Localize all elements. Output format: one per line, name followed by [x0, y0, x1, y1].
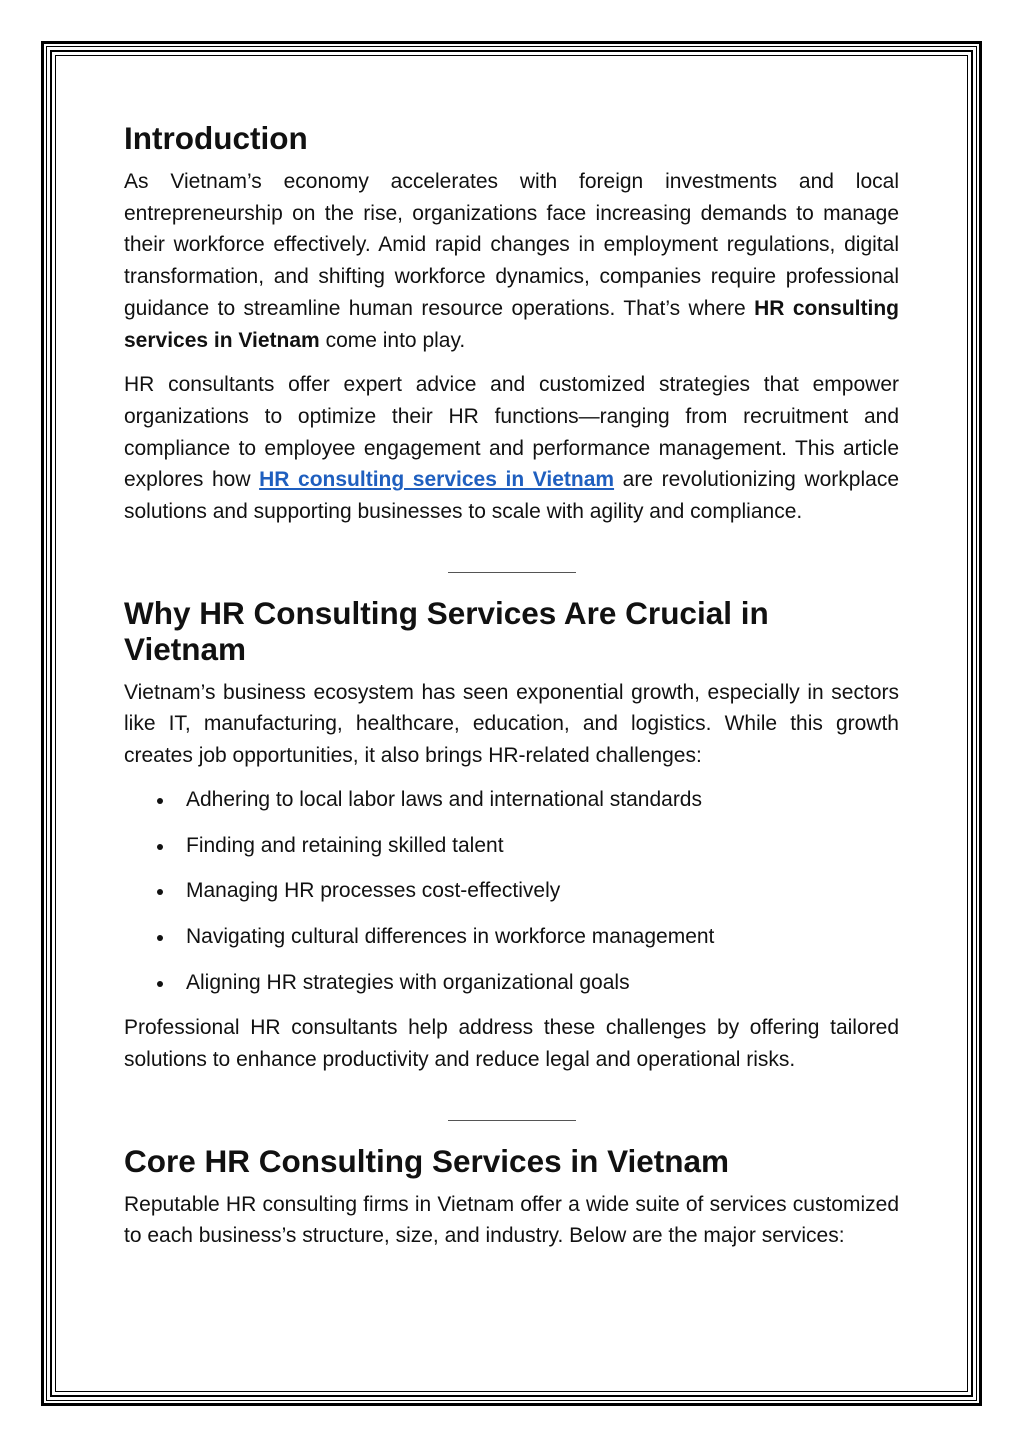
- why-paragraph-2: Professional HR consultants help address these challenges by offering tailored solutions to enhance productivity and reduce legal and operational risks.: [124, 1016, 899, 1072]
- section-divider: [448, 1120, 576, 1121]
- list-item: [124, 830, 899, 862]
- core-heading: Core HR Consulting Services in Vietnam: [124, 1142, 730, 1179]
- intro-p1-text: As Vietnam’s economy accelerates with foreign investments and local entrepreneurship on the rise, organizations face increasing demands to manage their workforce effectively. Amid rapid changes in employment regulations, digital transformation, and shifting workforce dynamics, companies require professional guidance to streamline human resource operations. That’s where: [124, 170, 899, 320]
- intro-p2-text-end: are revolutionizing workplace solutions and supporting businesses to scale with agility and compliance.: [124, 468, 899, 524]
- intro-p1-text-end: come into play.: [319, 328, 466, 352]
- core-paragraph-1: Reputable HR consulting firms in Vietnam offer a wide suite of services customized to each business’s structure, size, and industry. Below are the major services:: [124, 1192, 899, 1248]
- document-body: [124, 120, 899, 1252]
- list-item-text: Finding and retaining skilled talent: [186, 833, 504, 857]
- list-item: [124, 921, 899, 953]
- list-item-text: Managing HR processes cost-effectively: [186, 879, 561, 903]
- why-paragraph-1: Vietnam’s business ecosystem has seen exponential growth, especially in sectors like IT, manufacturing, healthcare, education, and logistics. While this growth creates job opportunities, it also brings HR-related challenges:: [124, 680, 899, 768]
- section-divider: [448, 572, 576, 573]
- intro-paragraph-2: [124, 369, 899, 528]
- bullet-icon: [157, 935, 163, 941]
- bullet-icon: [157, 889, 163, 895]
- intro-p2-text: HR consultants offer expert advice and customized strategies that empower organizations to optimize their HR functions—ranging from recruitment and compliance to employee engagement and performance management. This article explores how: [124, 373, 899, 492]
- why-heading: Why HR Consulting Services Are Crucial in Vietnam: [124, 594, 769, 667]
- list-item: [124, 967, 899, 999]
- list-item-text: Navigating cultural differences in workforce management: [186, 924, 715, 948]
- list-item-text: Adhering to local labor laws and international standards: [186, 787, 702, 811]
- intro-p1-bold: HR consulting services in Vietnam: [124, 296, 899, 352]
- list-item: [124, 784, 899, 816]
- list-item-text: Aligning HR strategies with organizational goals: [186, 970, 630, 994]
- list-item: [124, 875, 899, 907]
- bullet-icon: [157, 798, 163, 804]
- challenges-list: [124, 784, 899, 999]
- intro-paragraph-1: [124, 166, 899, 356]
- bullet-icon: [157, 981, 163, 987]
- intro-heading: Introduction: [124, 120, 308, 156]
- hr-consulting-link[interactable]: HR consulting services in Vietnam: [259, 468, 615, 492]
- bullet-icon: [157, 844, 163, 850]
